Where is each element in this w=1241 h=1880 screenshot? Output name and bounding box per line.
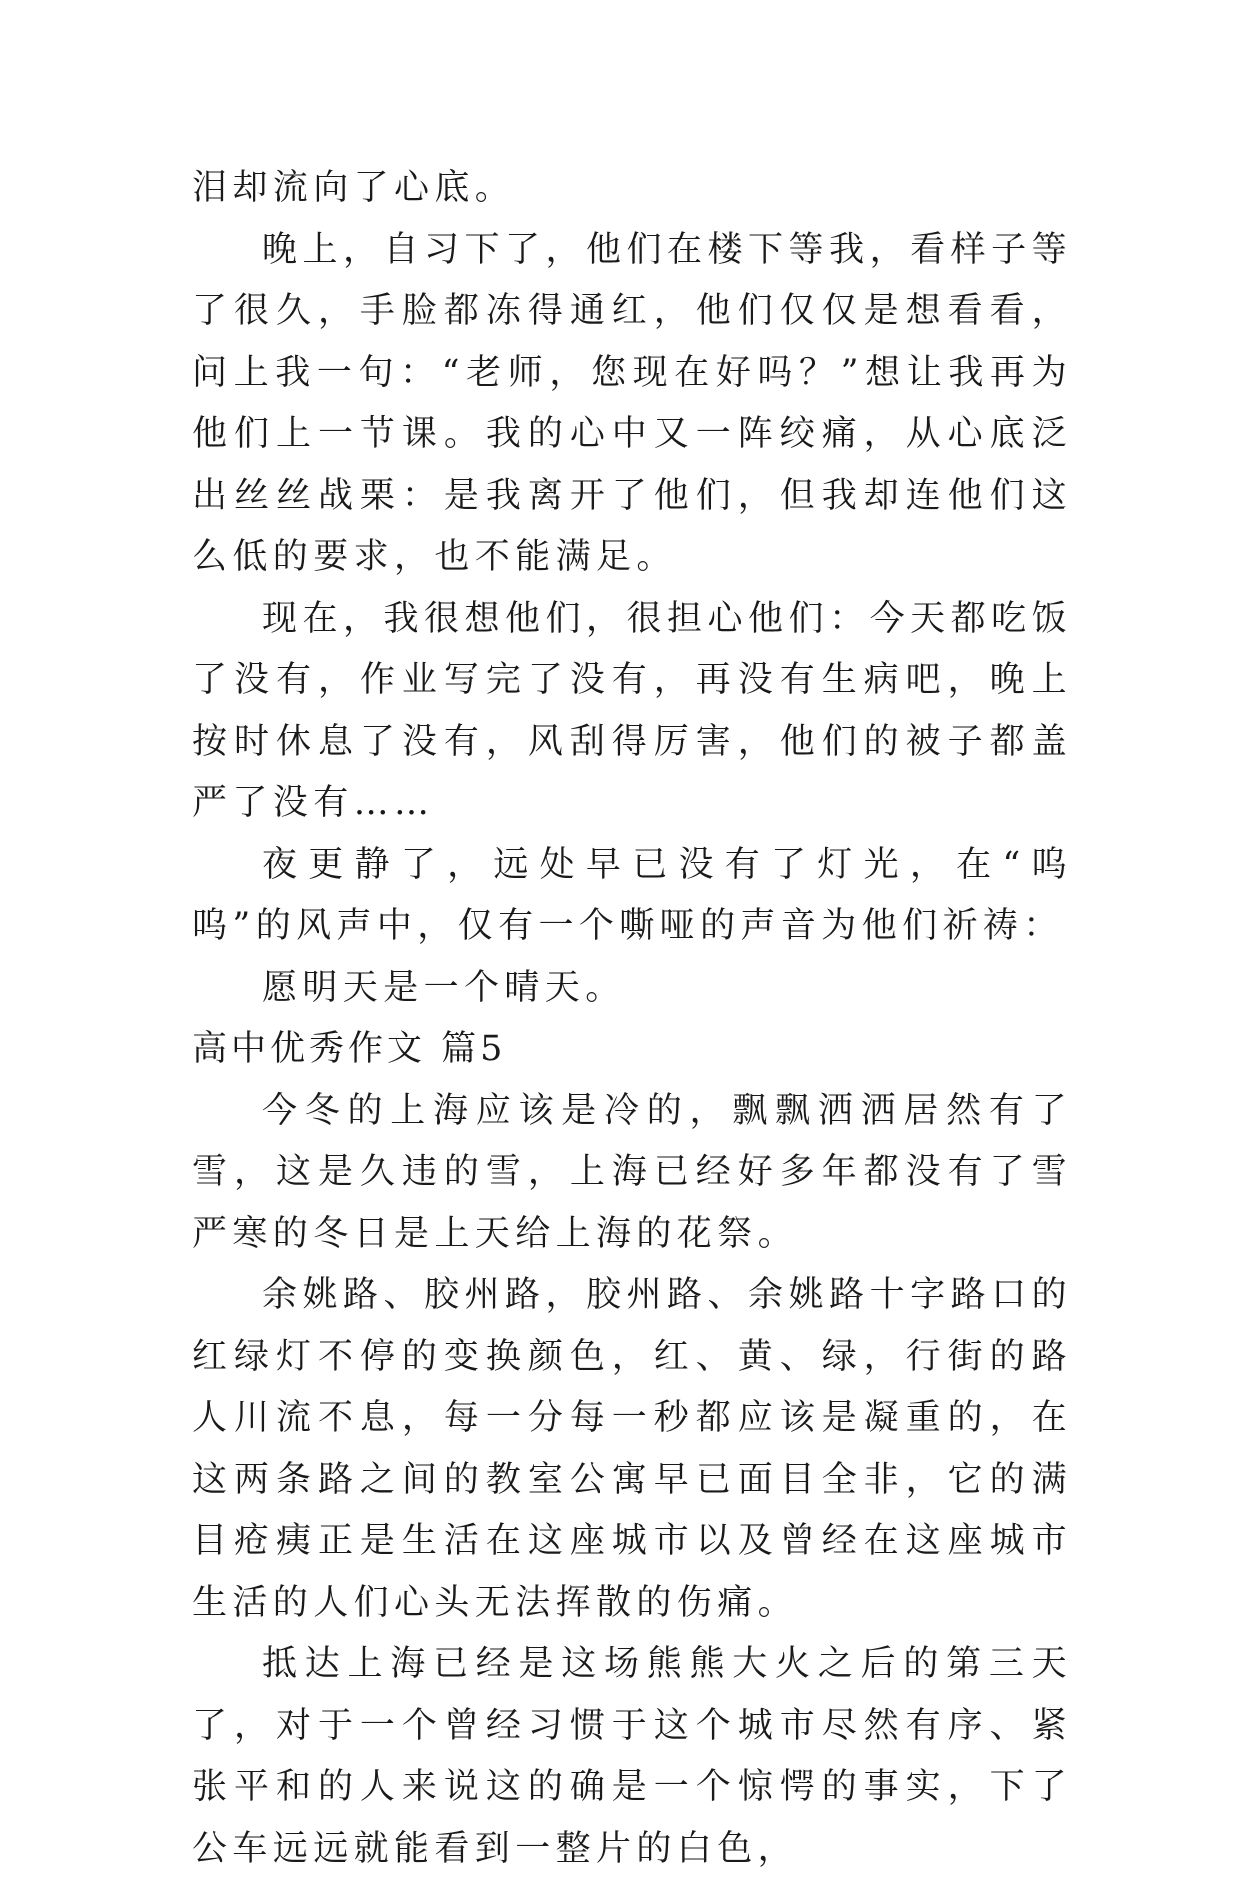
document-page — [192, 158, 1072, 1880]
paragraph-arrival: 抵达上海已经是这场熊熊大火之后的第三天了，对于一个曾经习惯于这个城市尽然有序、紧张平和的人来说这的确是一个惊愕的事实，下了公车远远就能看到一整片的白色， — [192, 1644, 1072, 1869]
paragraph-intersection: 余姚路、胶州路，胶州路、余姚路十字路口的红绿灯不停的变换颜色，红、黄、绿，行街的路人川流不息，每一分每一秒都应该是凝重的，在这两条路之间的教室公寓早已面目全非，它的满目疮痍正是生活在这座城市以及曾经在这座城市生活的人们心头无法挥散的伤痛。 — [192, 1275, 1072, 1623]
paragraph-shanghai-winter: 今冬的上海应该是冷的，飘飘洒洒居然有了雪，这是久违的雪，上海已经好多年都没有了雪严寒的冬日是上天给上海的花祭。 — [192, 1090, 1072, 1254]
paragraph-worry: 现在，我很想他们，很担心他们：今天都吃饭了没有，作业写完了没有，再没有生病吧，晚上按时休息了没有，风刮得厉害，他们的被子都盖严了没有…… — [192, 598, 1072, 823]
paragraph-evening: 晚上，自习下了，他们在楼下等我，看样子等了很久，手脸都冻得通红，他们仅仅是想看看，问上我一句：“老师，您现在好吗？”想让我再为他们上一节课。我的心中又一阵绞痛，从心底泛出丝丝战栗：是我离开了他们，但我却连他们这么低的要求，也不能满足。 — [192, 229, 1072, 577]
paragraph-night: 夜更静了，远处早已没有了灯光，在“呜呜”的风声中，仅有一个嘶哑的声音为他们祈祷： — [192, 844, 1072, 946]
paragraph-continuation: 泪却流向了心底。 — [192, 168, 516, 208]
paragraph-wish: 愿明天是一个晴天。 — [262, 967, 626, 1008]
section-heading: 高中优秀作文 篇5 — [192, 1029, 507, 1069]
